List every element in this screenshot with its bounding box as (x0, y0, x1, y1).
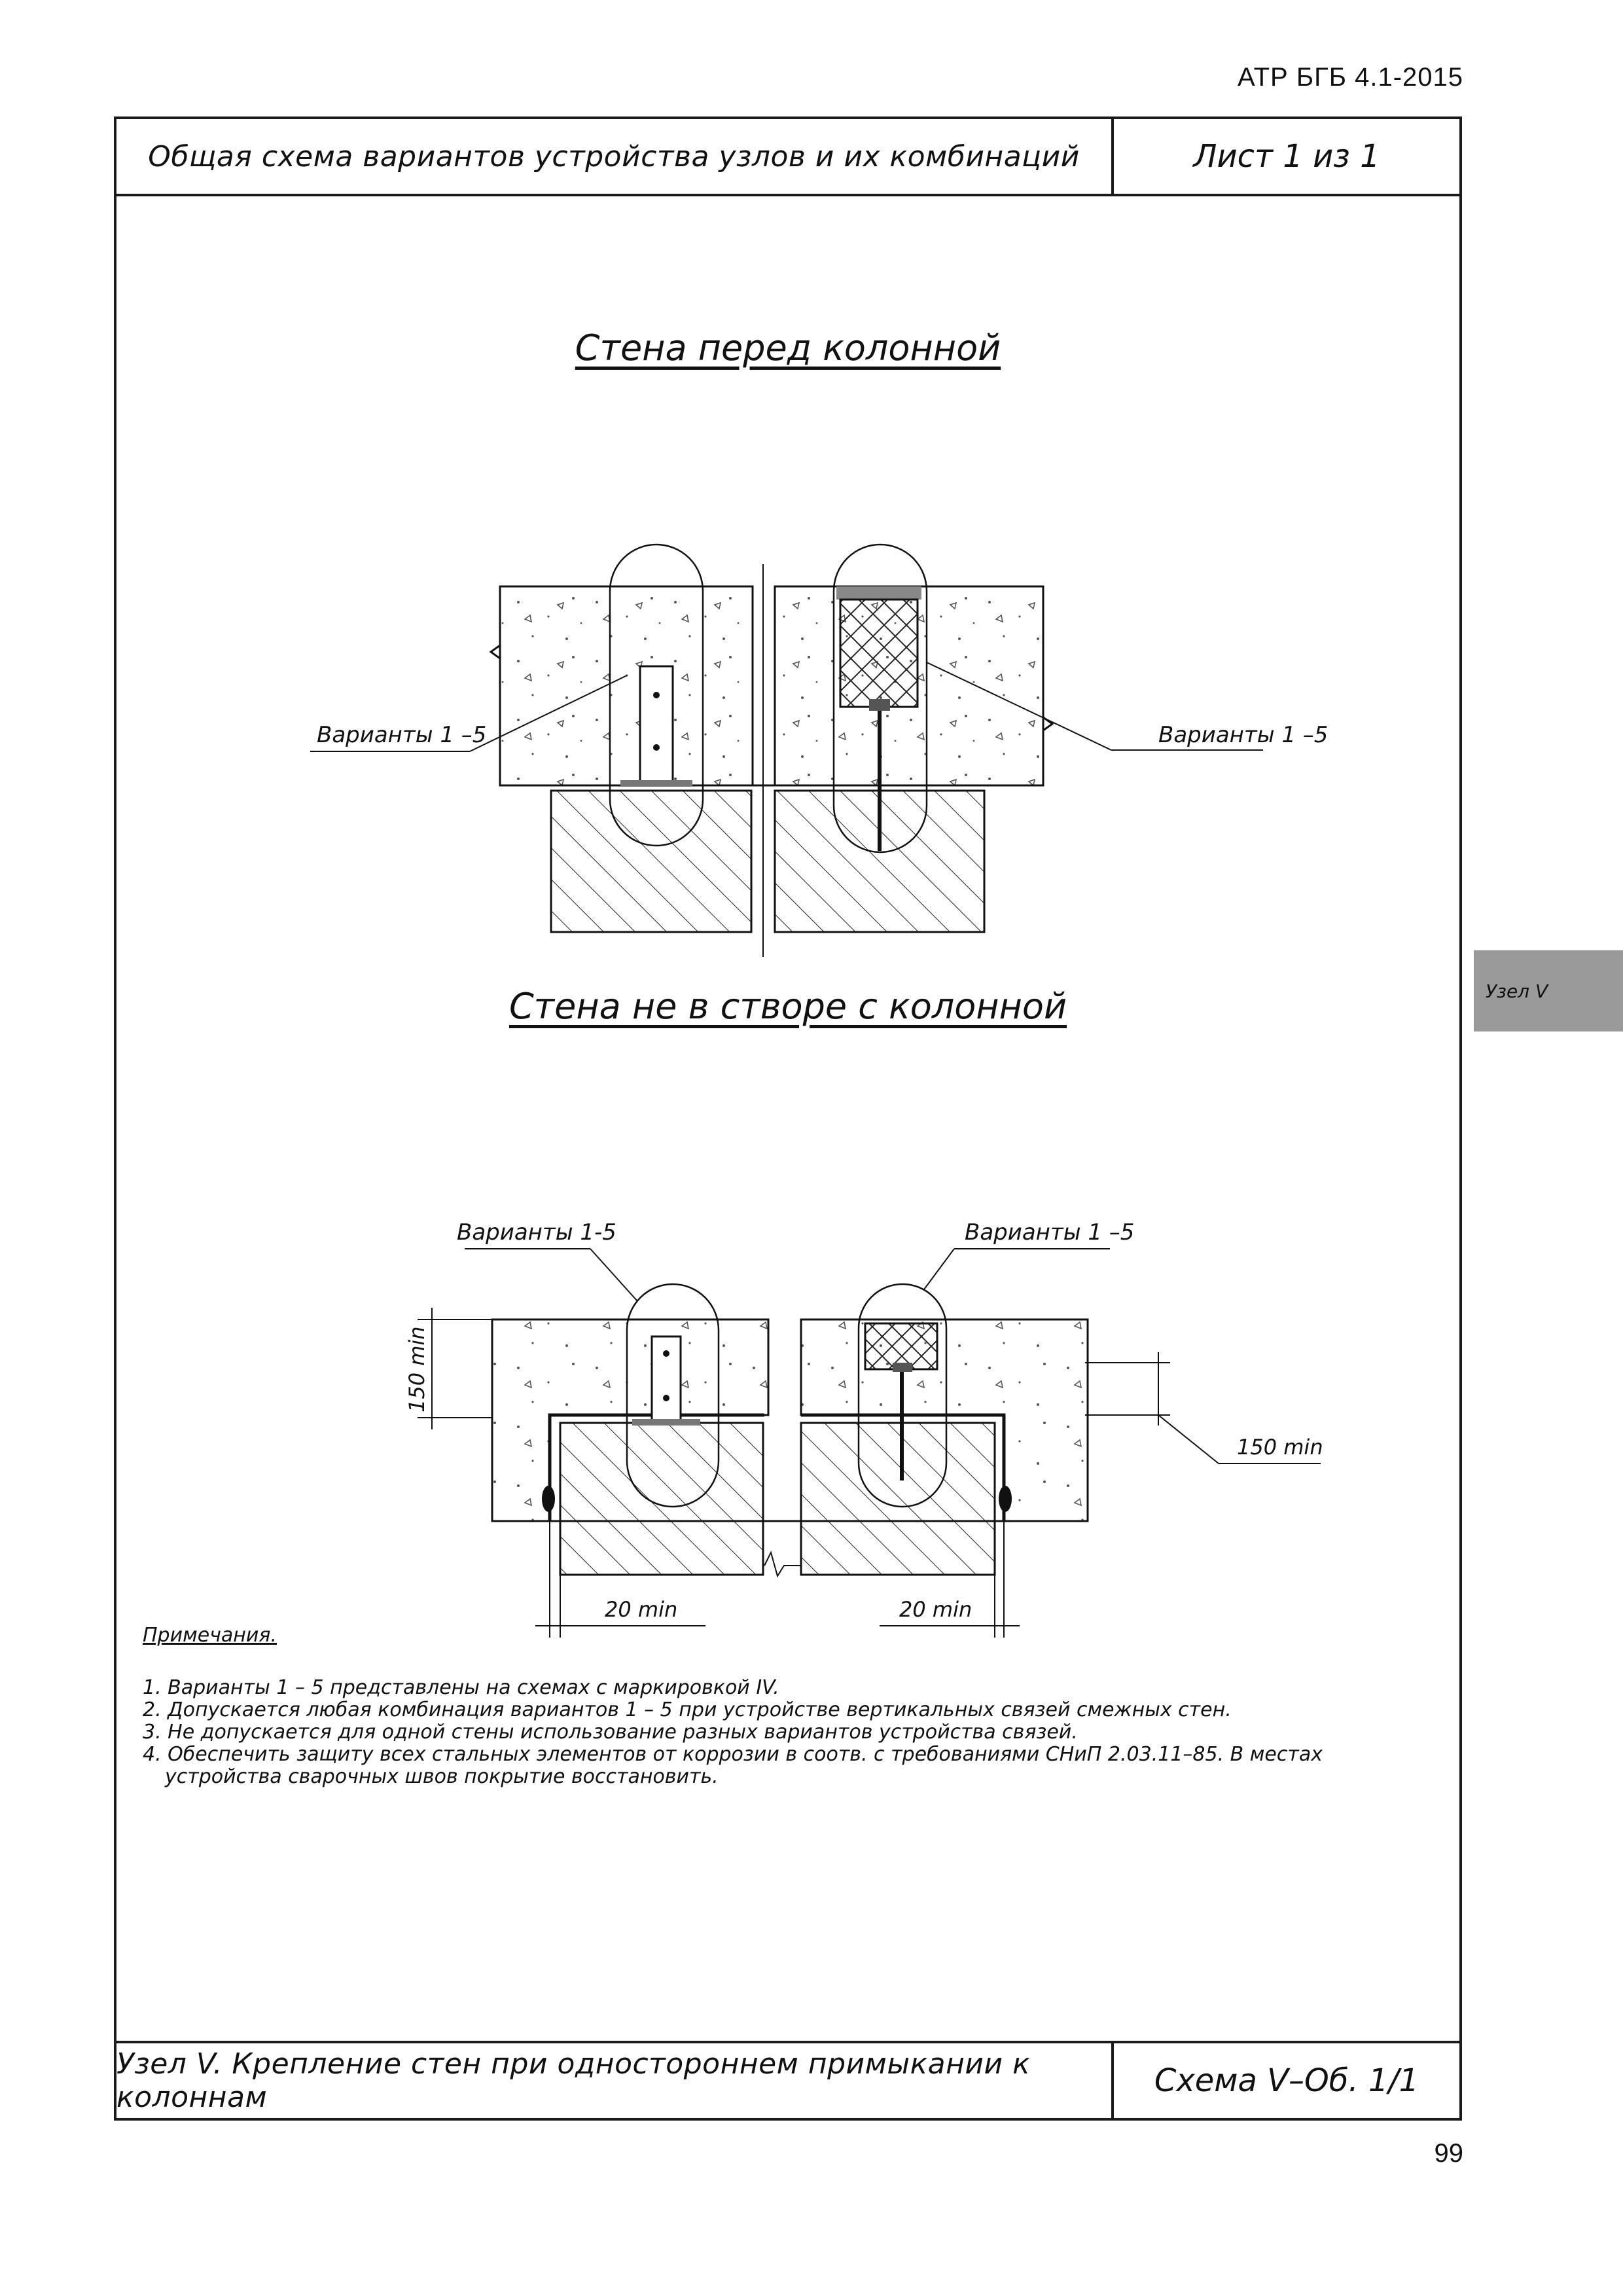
drawing-2-diagram (116, 1062, 1459, 1622)
right-sealant (999, 1486, 1012, 1512)
drawing-1-label-left: Варианты 1 –5 (317, 722, 487, 748)
left-column-2 (560, 1423, 763, 1575)
left-sealant (542, 1486, 555, 1512)
left-wall (491, 586, 753, 785)
drawing-1-diagram (116, 414, 1459, 990)
drawing-frame (114, 117, 1462, 2121)
dim-vertical-left: 150 min (404, 1326, 429, 1412)
section-side-tab[interactable]: Узел V (1474, 950, 1623, 1031)
title-block (116, 119, 1459, 196)
right-column-2 (801, 1423, 995, 1575)
notes-list (143, 1677, 1425, 1788)
page-number: 99 (1434, 2139, 1463, 2168)
drawing-2-title: Стена не в створе с колонной (508, 986, 1067, 1027)
left-column (551, 791, 751, 932)
dim-bottom-right: 20 min (899, 1597, 972, 1622)
dim-vertical-right: 150 min (1237, 1435, 1323, 1460)
sheet-title: Общая схема вариантов устройства узлов и их комбинаций (116, 119, 1114, 194)
note-item: 3. Не допускается для одной стены использование разных вариантов устройства связей. (143, 1721, 1078, 1744)
footer-title: Узел V. Крепление стен при одностороннем примыкании к колоннам (116, 2043, 1114, 2118)
note-item: 2. Допускается любая комбинация вариантов 1 – 5 при устройстве вертикальных связей смежных стен. (143, 1698, 1232, 1721)
drawing-1-title: Стена перед колонной (575, 327, 1001, 368)
drawing-2-label-right: Варианты 1 –5 (965, 1219, 1135, 1246)
footer-scheme: Схема V–Об. 1/1 (1154, 2062, 1419, 2099)
drawing-2-label-left: Варианты 1-5 (457, 1219, 616, 1246)
note-item: 4. Обеспечить защиту всех стальных элементов от коррозии в соотв. с требованиями СНиП 2.03.11–85. В местах устройства сварочных швов покрытие восстановить. (143, 1743, 1323, 1788)
notes-block (143, 1624, 1425, 1788)
note-item: 1. Варианты 1 – 5 представлены на схемах с маркировкой IV. (143, 1676, 779, 1699)
drawing-1-label-right: Варианты 1 –5 (1158, 722, 1329, 748)
notes-heading: Примечания. (143, 1624, 277, 1647)
sheet-number: Лист 1 из 1 (1193, 138, 1380, 175)
document-code: АТР БГБ 4.1-2015 (1238, 63, 1463, 92)
dim-bottom-left: 20 min (605, 1597, 678, 1622)
footer-block (116, 2041, 1459, 2118)
